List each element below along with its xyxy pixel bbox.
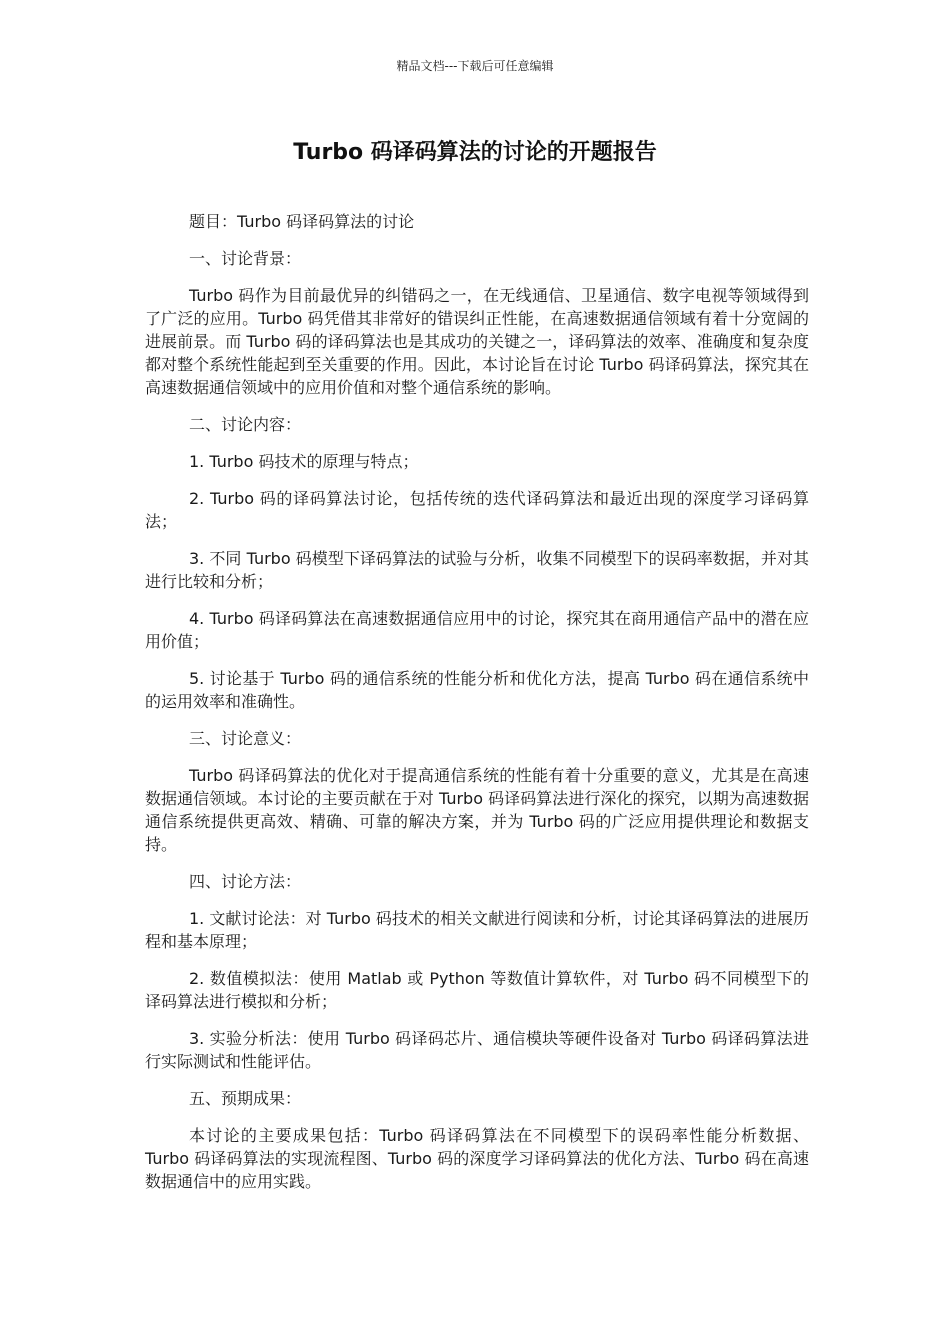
content-item-4: 4. Turbo 码译码算法在高速数据通信应用中的讨论，探究其在商用通信产品中的潜在应用价值； xyxy=(145,609,809,651)
document-body xyxy=(145,210,809,1207)
content-item-5: 5. 讨论基于 Turbo 码的通信系统的性能分析和优化方法，提高 Turbo 码在通信系统中的运用效率和准确性。 xyxy=(145,669,809,711)
significance-paragraph: Turbo 码译码算法的优化对于提高通信系统的性能有着十分重要的意义，尤其是在高速数据通信领域。本讨论的主要贡献在于对 Turbo 码译码算法进行深化的探究，以期为高速数据通信系统提供更高效、精确、可靠的解决方案，并为 Turbo 码的广泛应用提供理论和数据支持。 xyxy=(145,766,809,854)
method-item-2: 2. 数值模拟法：使用 Matlab 或 Python 等数值计算软件，对 Turbo 码不同模型下的译码算法进行模拟和分析； xyxy=(145,969,809,1011)
content-item-3: 3. 不同 Turbo 码模型下译码算法的试验与分析，收集不同模型下的误码率数据，并对其进行比较和分析； xyxy=(145,549,809,591)
content-item-1: 1. Turbo 码技术的原理与特点； xyxy=(189,452,419,471)
section-heading-significance: 三、讨论意义： xyxy=(189,729,302,748)
section-heading-background: 一、讨论背景： xyxy=(189,249,302,268)
section-heading-methods: 四、讨论方法： xyxy=(189,872,302,891)
document-title: Turbo 码译码算法的讨论的开题报告 xyxy=(293,140,657,165)
method-item-3: 3. 实验分析法：使用 Turbo 码译码芯片、通信模块等硬件设备对 Turbo 码译码算法进行实际测试和性能评估。 xyxy=(145,1029,809,1071)
section-heading-outcomes: 五、预期成果： xyxy=(189,1089,302,1108)
subject-line: 题目：Turbo 码译码算法的讨论 xyxy=(189,212,415,231)
section-heading-content: 二、讨论内容： xyxy=(189,415,302,434)
header-watermark: 精品文档---下载后可任意编辑 xyxy=(396,59,554,73)
outcomes-paragraph: 本讨论的主要成果包括：Turbo 码译码算法在不同模型下的误码率性能分析数据、Turbo 码译码算法的实现流程图、Turbo 码的深度学习译码算法的优化方法、Turbo 码在高速数据通信中的应用实践。 xyxy=(145,1126,809,1191)
method-item-1: 1. 文献讨论法：对 Turbo 码技术的相关文献进行阅读和分析，讨论其译码算法的进展历程和基本原理； xyxy=(145,909,809,951)
content-item-2: 2. Turbo 码的译码算法讨论，包括传统的迭代译码算法和最近出现的深度学习译码算法； xyxy=(145,489,809,531)
background-paragraph: Turbo 码作为目前最优异的纠错码之一，在无线通信、卫星通信、数字电视等领域得到了广泛的应用。Turbo 码凭借其非常好的错误纠正性能，在高速数据通信领域有着十分宽阔的进展前景。而 Turbo 码的译码算法也是其成功的关键之一，译码算法的效率、准确度和复杂度都对整个系统性能起到至关重要的作用。因此，本讨论旨在讨论 Turbo 码译码算法，探究其在高速数据通信领域中的应用价值和对整个通信系统的影响。 xyxy=(145,286,809,397)
